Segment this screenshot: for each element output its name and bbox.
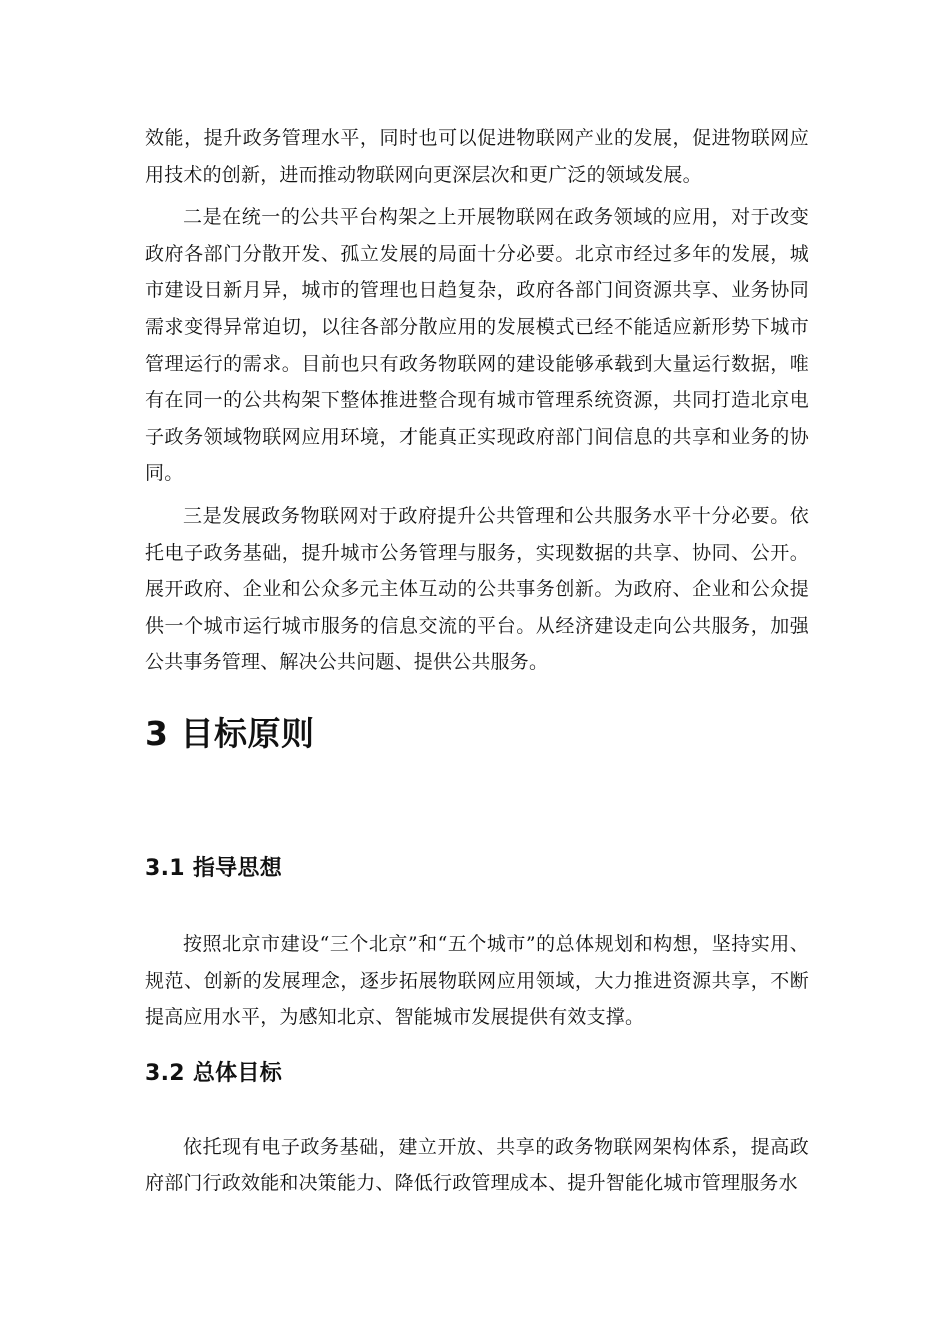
document-body bbox=[145, 120, 809, 1202]
paragraph-intro: 效能，提升政务管理水平，同时也可以促进物联网产业的发展，促进物联网应用技术的创新，进而推动物联网向更深层次和更广泛的领域发展。 bbox=[145, 127, 809, 186]
paragraph-overall-goal: 依托现有电子政务基础，建立开放、共享的政务物联网架构体系，提高政府部门行政效能和决策能力、降低行政管理成本、提升智能化城市管理服务水 bbox=[145, 1135, 809, 1195]
paragraph-point-2: 二是在统一的公共平台构架之上开展物联网在政务领域的应用，对于改变政府各部门分散开发、孤立发展的局面十分必要。北京市经过多年的发展，城市建设日新月异，城市的管理也日趋复杂，政府各部门间资源共享、业务协同需求变得异常迫切，以往各部分散应用的发展模式已经不能适应新形势下城市管理运行的需求。目前也只有政务物联网的建设能够承载到大量运行数据，唯有在同一的公共构架下整体推进整合现有城市管理系统资源，共同打造北京电子政务领域物联网应用环境，才能真正实现政府部门间信息的共享和业务的协同。 bbox=[145, 206, 809, 485]
paragraph-point-3: 三是发展政务物联网对于政府提升公共管理和公共服务水平十分必要。依托电子政务基础，提升城市公务管理与服务，实现数据的共享、协同、公开。展开政府、企业和公众多元主体互动的公共事务创新。为政府、企业和公众提供一个城市运行城市服务的信息交流的平台。从经济建设走向公共服务，加强公共事务管理、解决公共问题、提供公共服务。 bbox=[145, 504, 809, 674]
heading-section-3-1: 3.1 指导思想 bbox=[145, 855, 283, 881]
heading-section-3: 3 目标原则 bbox=[145, 713, 315, 753]
paragraph-guiding-ideology: 按照北京市建设“三个北京”和“五个城市”的总体规划和构想，坚持实用、规范、创新的发展理念，逐步拓展物联网应用领域，大力推进资源共享，不断提高应用水平，为感知北京、智能城市发展提供有效支撑。 bbox=[145, 932, 809, 1029]
heading-section-3-2: 3.2 总体目标 bbox=[145, 1060, 283, 1086]
